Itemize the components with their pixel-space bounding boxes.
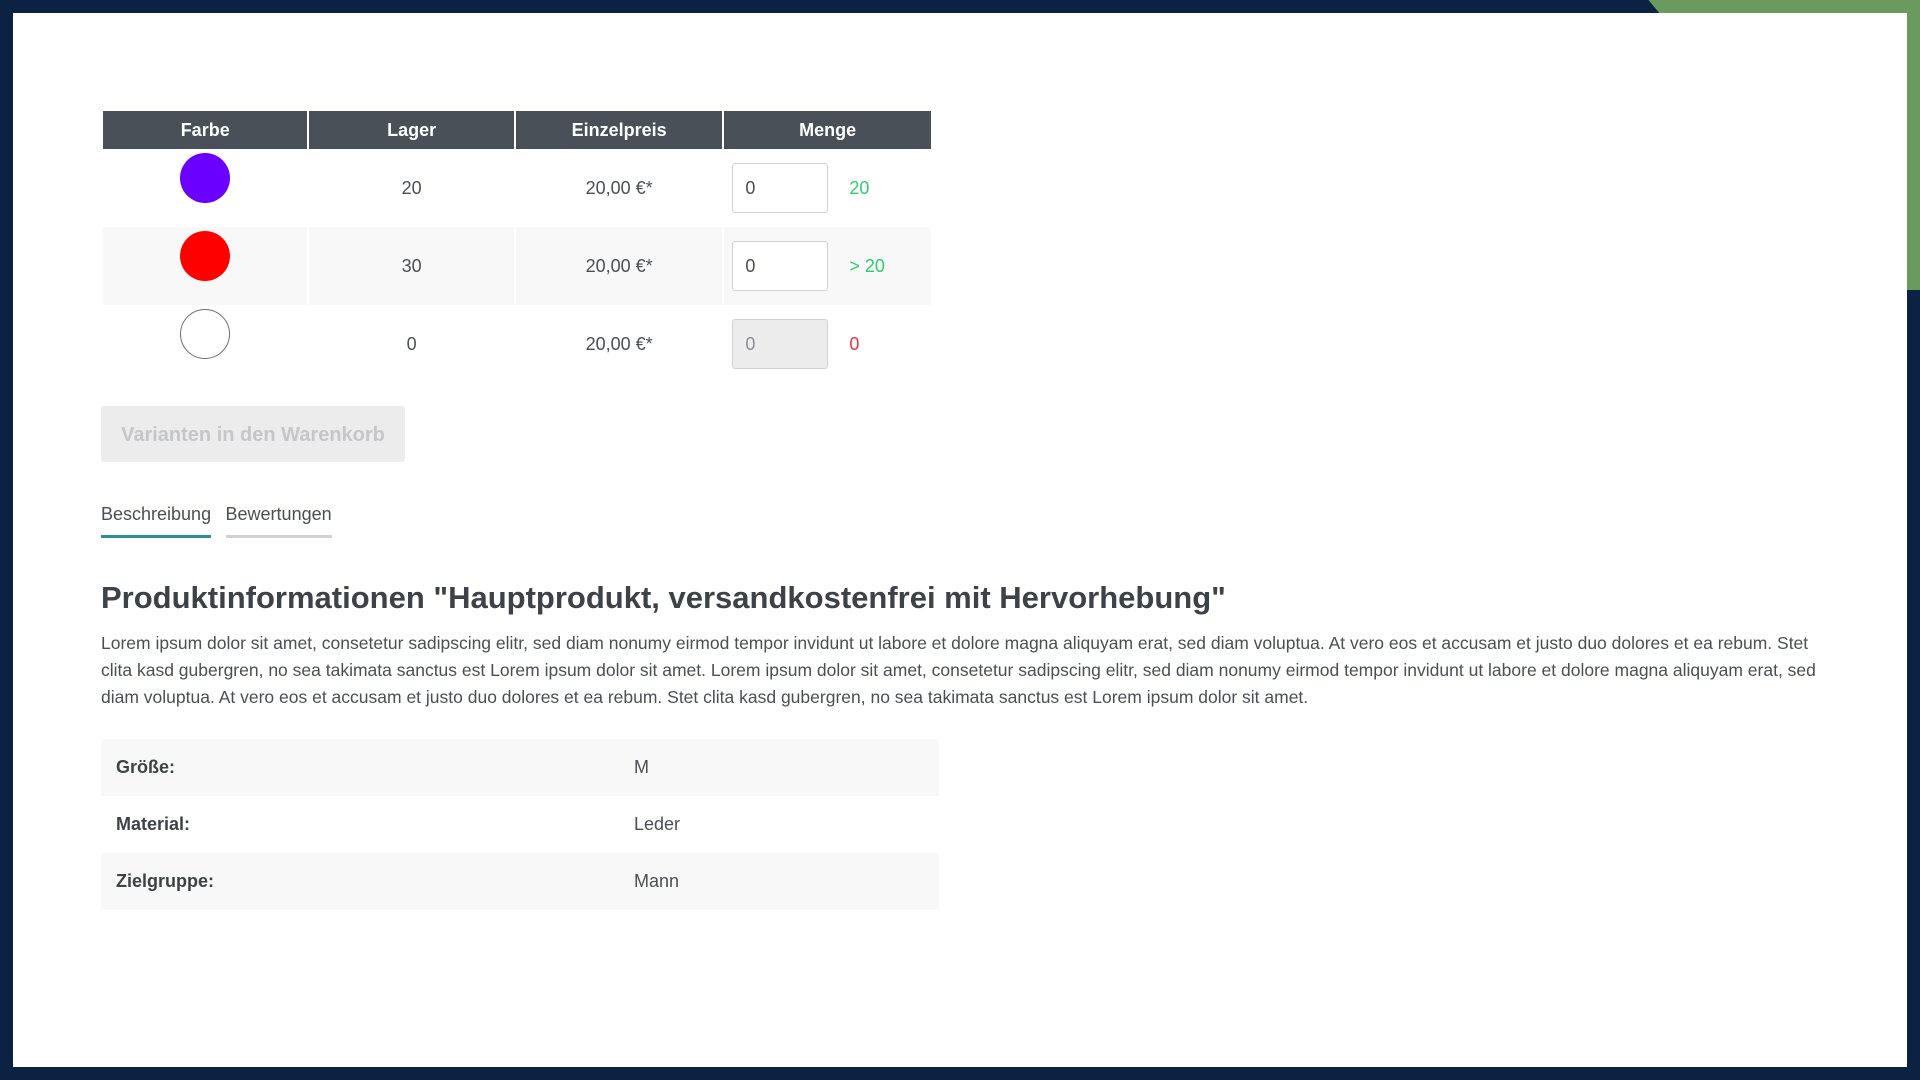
variant-table — [103, 111, 931, 383]
product-info-title: Produktinformationen "Hauptprodukt, versandkostenfrei mit Hervorhebung" — [101, 580, 1226, 615]
add-variants-to-cart-button[interactable]: Varianten in den Warenkorb — [101, 406, 405, 462]
product-tabs — [101, 504, 342, 548]
variant-table-header — [103, 111, 931, 149]
quantity-cell — [723, 149, 931, 227]
header-einzelpreis: Einzelpreis — [515, 111, 724, 149]
color-swatch-purple[interactable] — [180, 153, 230, 203]
quantity-input[interactable] — [732, 241, 828, 291]
quantity-cell — [723, 227, 931, 305]
property-value: Mann — [619, 853, 939, 910]
tab-bewertungen[interactable]: Bewertungen — [226, 504, 332, 538]
stock-hint: 20 — [849, 177, 870, 198]
product-description: Lorem ipsum dolor sit amet, consetetur sadipscing elitr, sed diam nonumy eirmod tempor invidunt ut labore et dolore magna aliquyam erat, sed diam voluptua. At vero eos et accusam et justo duo dolores et ea rebum. Stet clita kasd gubergren, no sea takimata sanctus est Lorem ipsum dolor sit amet. Lorem ipsum dolor sit amet, consetetur sadipscing elitr, sed diam nonumy eirmod tempor invidunt ut labore et dolore magna aliquyam erat, sed diam voluptua. At vero eos et accusam et justo duo dolores et ea rebum. Stet clita kasd gubergren, no sea takimata sanctus est Lorem ipsum dolor sit amet. — [101, 633, 1816, 707]
page-canvas — [13, 13, 1907, 1067]
color-cell — [103, 149, 308, 227]
stock-cell: 0 — [308, 305, 514, 383]
variant-row — [103, 149, 931, 227]
quantity-cell — [723, 305, 931, 383]
price-cell: 20,00 €* — [515, 227, 724, 305]
price-cell: 20,00 €* — [515, 305, 724, 383]
property-row — [101, 796, 939, 853]
property-row — [101, 853, 939, 910]
stock-cell: 20 — [308, 149, 514, 227]
property-value: Leder — [634, 814, 681, 834]
color-swatch-white[interactable] — [180, 309, 230, 359]
stock-hint: > 20 — [849, 255, 885, 276]
quantity-input-disabled — [732, 319, 828, 369]
property-label: Größe: — [101, 739, 619, 796]
header-farbe: Farbe — [103, 111, 308, 149]
property-label: Zielgruppe: — [101, 853, 619, 910]
color-cell — [103, 227, 308, 305]
stock-cell: 30 — [308, 227, 514, 305]
quantity-input[interactable] — [732, 163, 828, 213]
color-cell — [103, 305, 308, 383]
price-cell: 20,00 €* — [515, 149, 724, 227]
stock-hint: 0 — [849, 333, 860, 354]
properties-table — [101, 739, 939, 910]
property-value: M — [619, 739, 939, 796]
variant-row — [103, 227, 931, 305]
header-lager: Lager — [308, 111, 514, 149]
property-row — [101, 739, 939, 796]
header-menge: Menge — [723, 111, 931, 149]
property-label: Material: — [116, 814, 191, 834]
variant-row — [103, 305, 931, 383]
tab-beschreibung[interactable]: Beschreibung — [101, 504, 211, 538]
color-swatch-red[interactable] — [180, 231, 230, 281]
